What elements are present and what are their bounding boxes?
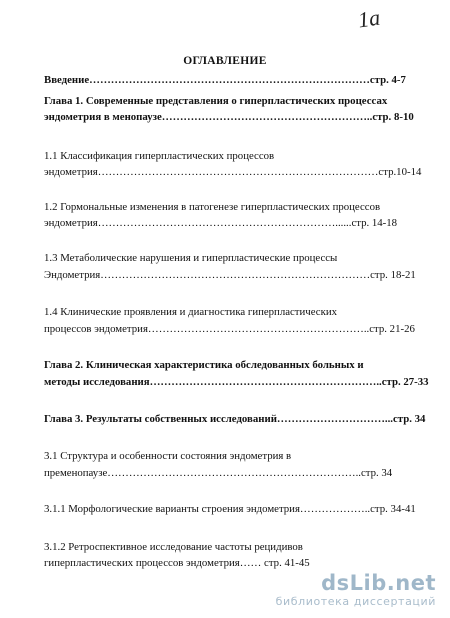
page-title: ОГЛАВЛЕНИЕ [183, 55, 267, 67]
toc-entry-chapter1: Глава 1. Современные представления о гиперпластических процессах [44, 95, 388, 107]
toc-entry-3-1-cont: пременопаузе……………………………………………………………..стр. 34 [44, 467, 393, 479]
watermark-logo: dsLib.net [321, 571, 436, 595]
toc-entry-1-2-cont: эндометрия…………………………………………………………......стр. 14-18 [44, 217, 398, 229]
toc-entry-1-3: 1.3 Метаболические нарушения и гиперпластические процессы [44, 252, 338, 264]
toc-entry-chapter1-cont: эндометрия в менопаузе…………………………………………………..стр. 8-10 [44, 111, 414, 123]
toc-entry-chapter3: Глава 3. Результаты собственных исследований…………………………...стр. 34 [44, 413, 426, 425]
toc-entry-1-4-cont: процессов эндометрия……………………………………………………..стр. 21-26 [44, 323, 415, 335]
watermark [276, 571, 436, 608]
toc-entry-3-1: 3.1 Структура и особенности состояния эндометрия в [44, 450, 292, 462]
toc-entry-3-1-1: 3.1.1 Морфологические варианты строения эндометрия………………..стр. 34-41 [44, 503, 416, 515]
toc-entry-3-1-2-cont: гиперпластических процессов эндометрия…… стр. 41-45 [44, 557, 310, 569]
toc-entry-chapter2-cont: методы исследования………………………………………………………..стр. 27-33 [44, 376, 429, 388]
toc-entry-1-4: 1.4 Клинические проявления и диагностика гиперпластических [44, 306, 338, 318]
toc-entry-1-1: 1.1 Классификация гиперпластических процессов [44, 150, 275, 162]
toc-entry-1-1-cont: эндометрия……………………………………………………………………стр.10-14 [44, 166, 422, 178]
toc-entry-chapter2: Глава 2. Клиническая характеристика обследованных больных и [44, 359, 364, 371]
toc-entry-3-1-2: 3.1.2 Ретроспективное исследование частоты рецидивов [44, 541, 303, 553]
watermark-subtitle: библиотека диссертаций [275, 595, 436, 608]
toc-entry-1-3-cont: Эндометрия…………………………………………………………………стр. 18-21 [44, 269, 416, 281]
handwritten-page-number: 1a [356, 4, 382, 33]
toc-entry-1-2: 1.2 Гормональные изменения в патогенезе гиперпластических процессов [44, 201, 381, 213]
toc-entry-intro: Введение……………………………………………………………………стр. 4-7 [44, 74, 406, 86]
